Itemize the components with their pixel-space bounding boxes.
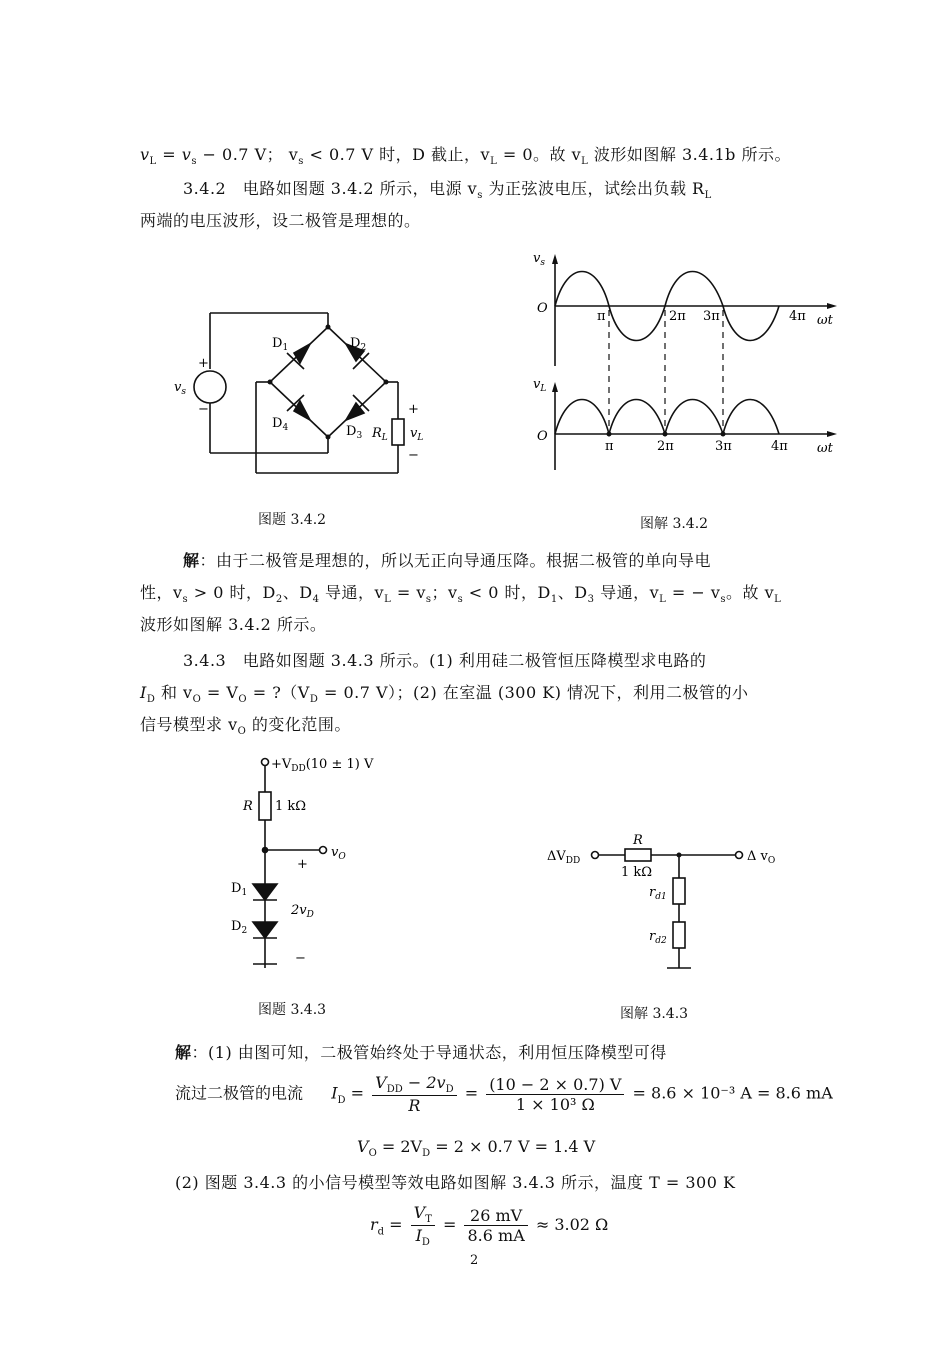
wave342-tick-4pi-top: 4π [789, 309, 806, 324]
circuit342-minus: − [198, 402, 209, 417]
equation-vo: $V_O = 2V_D = 2 \times 0.7$ V = 1.4 V [357, 1137, 596, 1160]
problem-3-4-2-line-2: 两端的电压波形，设二极管是理想的。 [140, 211, 421, 230]
circuit343-r-value: 1 kΩ [275, 799, 307, 814]
caption-figure-3-4-3: 图题 3.4.3 [258, 1002, 327, 1018]
circuit343-minus: − [295, 951, 306, 966]
wave342-tick-pi-top: π [597, 309, 606, 324]
circuit343-2vd-label: $2v_D$ [291, 903, 314, 920]
circuit343-plus: + [297, 857, 308, 872]
circuit342-d3-label: $D_3$ [346, 424, 363, 441]
problem-3-4-3-line-3: 信号模型求 $v_O$ 的变化范围。 [140, 715, 351, 738]
circuit342-d1-label: $D_1$ [272, 336, 289, 353]
fraction-2: $\frac{(10 - 2 \times 0.7) V}{\text{1 × 10³ Ω}}$ [486, 1075, 624, 1114]
fraction-rd-2: $\frac{26 mV}{8.6 mA}$ [464, 1206, 527, 1245]
equiv343-rd1-label: $r_{d1}$ [649, 885, 667, 902]
problem-3-4-3-line-1: 3.4.3 电路如图题 3.4.3 所示。(1) 利用硅二极管恒压降模型求电路的 [183, 651, 707, 670]
wave342-tick-4pi-bottom: 4π [771, 439, 788, 454]
solution-3-4-2-line-2: 性，$v_s > 0$ 时，$D_2$、$D_4$ 导通，$v_L = v_s$；$v_s < 0$ 时，$D_1$、$D_3$ 导通，$v_L$ = − $v_s$。故 $v_L$ [140, 583, 782, 606]
text-line-1: $v_L = v_s - 0.7$ V； $v_s < 0.7$ V 时，D 截止，$v_L = 0$。故 $v_L$ 波形如图解 3.4.1b 所示。 [140, 145, 791, 168]
circuit343-r-label: R [243, 799, 253, 814]
circuit343-vo-label: $v_O$ [331, 845, 346, 862]
circuit342-vl-label: $v_L$ [410, 426, 424, 443]
problem-3-4-3-line-2: $I_D$ 和 $v_O = V_O$ = $?(V_D = 0.7$ V）；(2) 在室温 (300 K) 情况下，利用二极管的小 [140, 683, 749, 706]
circuit343-d2-label: $D_2$ [231, 919, 248, 936]
wave342-tick-3pi-top: 3π [703, 309, 720, 324]
equiv343-dvo-label: Δ $v_O$ [747, 849, 776, 866]
wave342-wt-top: ωt [817, 313, 833, 328]
solution-3-4-2-line-1: 解：由于二极管是理想的，所以无正向导通压降。根据二极管的单向导电 [183, 551, 712, 570]
circuit342-vl-minus: − [408, 448, 419, 463]
equiv343-rd2-label: $r_{d2}$ [649, 929, 667, 946]
caption-solution-3-4-2: 图解 3.4.2 [640, 516, 709, 532]
wave342-tick-2pi-bottom: 2π [657, 439, 674, 454]
wave342-tick-pi-bottom: π [605, 439, 614, 454]
circuit342-vs-label: $v_s$ [174, 380, 186, 397]
figure-3-4-2-circuit [160, 295, 450, 485]
fraction-1: $\frac{V_{DD} - 2v_D}{R}$ [372, 1073, 456, 1115]
figure-3-4-3-equivalent [545, 830, 795, 980]
fraction-rd-1: $\frac{V_T}{I_D}$ [411, 1203, 435, 1248]
circuit342-vl-plus: + [408, 402, 419, 417]
wave342-tick-2pi-top: 2π [669, 309, 686, 324]
circuit342-d4-label: $D_4$ [272, 416, 289, 433]
equiv343-r-label: R [633, 833, 643, 848]
circuit342-d2-label: $D_2$ [350, 336, 367, 353]
problem-3-4-2-line-1: 3.4.2 电路如图题 3.4.2 所示，电源 $v_s$ 为正弦波电压，试绘出负载 $R_L$ [183, 179, 712, 202]
circuit342-rl-label: $R_L$ [372, 426, 388, 443]
circuit343-vdd-label: $+V_{DD}(10 \pm 1)$ V [271, 757, 374, 774]
wave342-origin-top: O [537, 301, 548, 316]
wave342-wt-bottom: ωt [817, 441, 833, 456]
equation-id: 流过二极管的电流 $I_D$ = $\frac{V_{DD} - 2v_D}{R}$ = $\frac{(10 - 2 \times 0.7) V}{\text{1 × 10³ Ω}}$ = 8.6 × 10⁻³ A = 8.6 mA [175, 1073, 833, 1116]
wave342-vl-label: $v_L$ [533, 377, 547, 394]
circuit343-d1-label: $D_1$ [231, 881, 248, 898]
figure-3-4-3-circuit [225, 750, 425, 975]
equiv343-r-value: 1 kΩ [621, 865, 653, 880]
solution-3-4-2-line-3: 波形如图解 3.4.2 所示。 [140, 615, 327, 634]
equation-rd: $r_d$ = $\frac{V_T}{I_D}$ = $\frac{26 mV}{8.6 mA}$ ≈ 3.02 Ω [370, 1203, 609, 1249]
circuit342-plus: + [198, 356, 209, 371]
caption-figure-3-4-2: 图题 3.4.2 [258, 512, 327, 528]
wave342-origin-bottom: O [537, 429, 548, 444]
figure-3-4-2-waveform [525, 248, 845, 478]
caption-solution-3-4-3: 图解 3.4.3 [620, 1006, 689, 1022]
equiv343-dvdd-label: $\Delta V_{DD}$ [547, 849, 581, 866]
page-number: 2 [470, 1253, 479, 1268]
solution-3-4-3-line-1: 解：(1) 由图可知，二极管始终处于导通状态，利用恒压降模型可得 [175, 1043, 667, 1062]
wave342-vs-label: $v_s$ [533, 251, 545, 268]
solution-3-4-3-line-2: (2) 图题 3.4.3 的小信号模型等效电路如图解 3.4.3 所示，温度 T = 300 K [175, 1173, 736, 1192]
wave342-tick-3pi-bottom: 3π [715, 439, 732, 454]
